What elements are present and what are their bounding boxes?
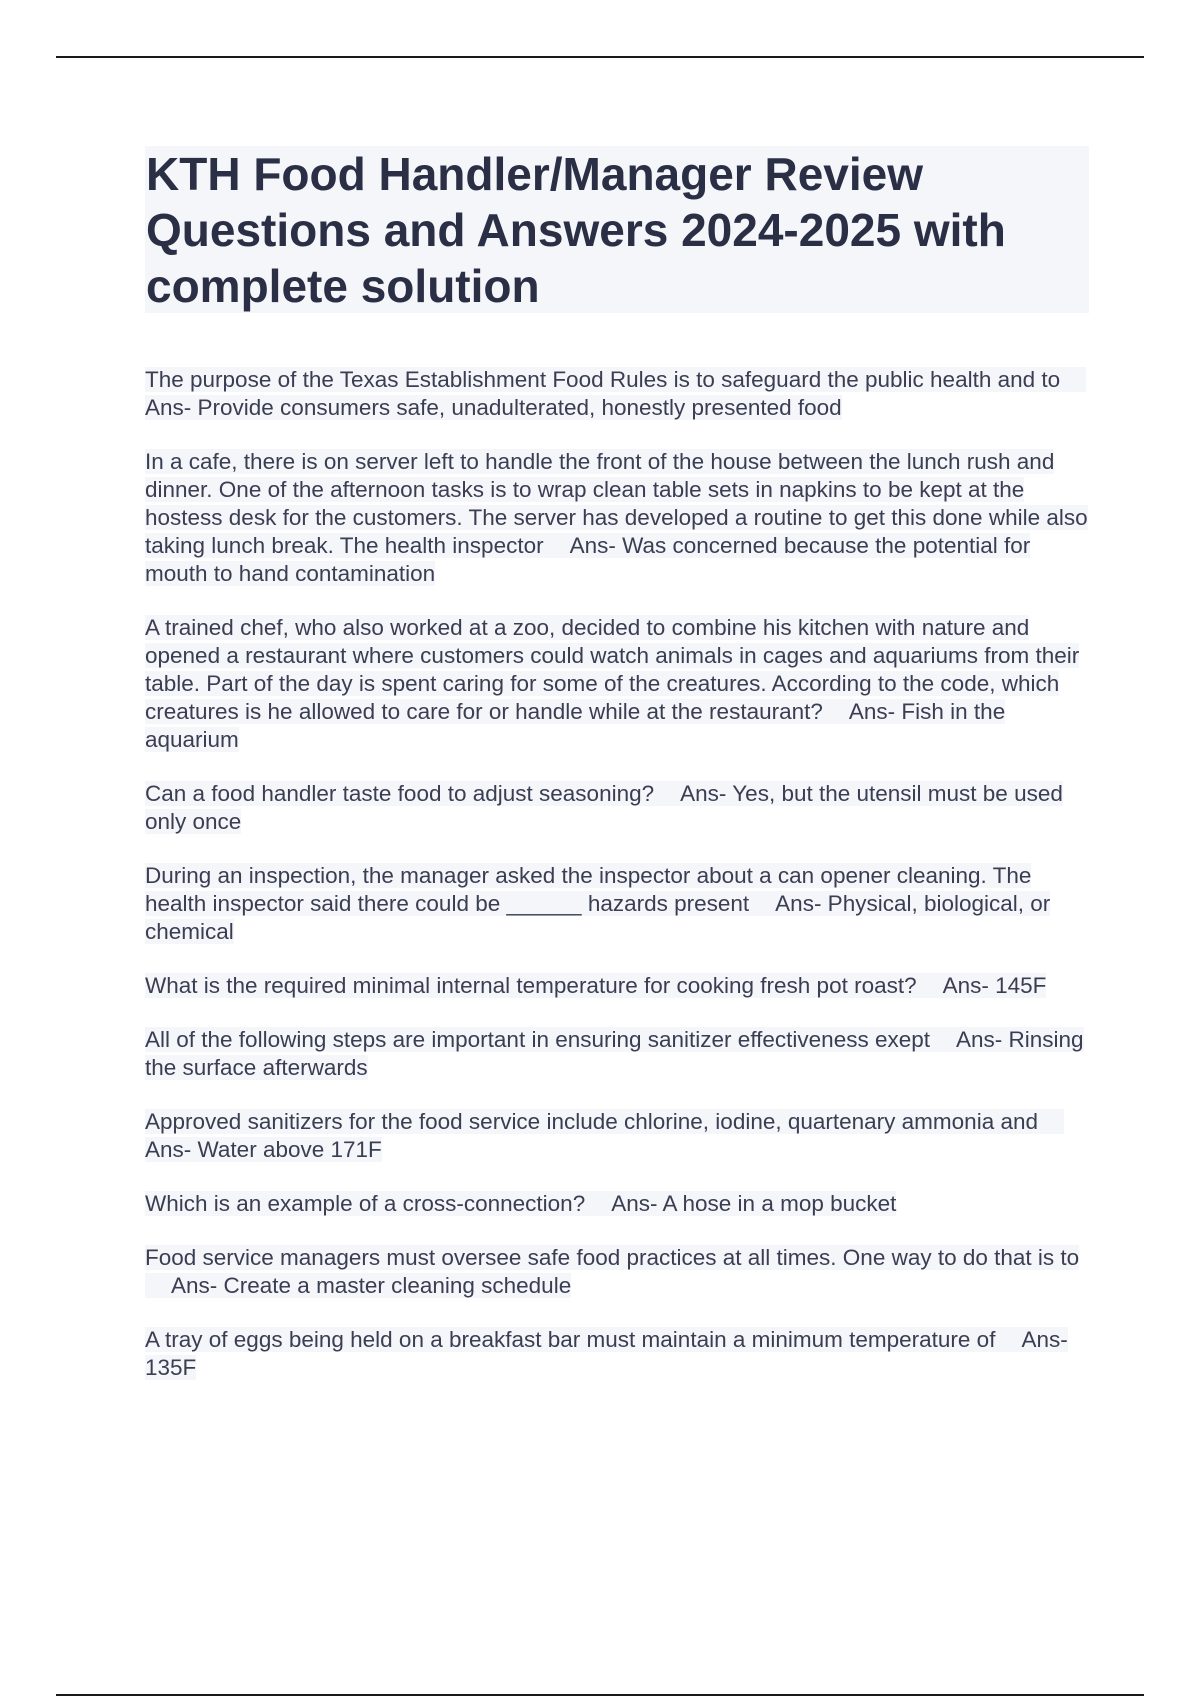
document-title: KTH Food Handler/Manager Review Questions and Answers 2024-2025 with complete solution [146, 148, 1006, 312]
question-text: Approved sanitizers for the food service include chlorine, iodine, quartenary ammonia and [145, 1109, 1039, 1134]
qa-item [145, 862, 1095, 946]
question-text: What is the required minimal internal temperature for cooking fresh pot roast? [145, 973, 917, 998]
answer-text: Ans- 145F [942, 973, 1047, 998]
qa-list [145, 366, 1095, 1408]
qa-item [145, 1190, 1095, 1218]
qa-item [145, 448, 1095, 588]
qa-item [145, 972, 1095, 1000]
answer-text: Ans- Yes, but the utensil must be used only once [145, 781, 1063, 834]
answer-text: Ans- Was concerned because the potential for mouth to hand contamination [145, 533, 1031, 586]
question-text: Can a food handler taste food to adjust seasoning? [145, 781, 655, 806]
qa-item [145, 1244, 1095, 1300]
question-text: During an inspection, the manager asked the inspector about a can opener cleaning. The health inspector said there could be ______ hazards present [145, 863, 1032, 916]
answer-text: Ans- Physical, biological, or chemical [145, 891, 1051, 944]
header-rule [56, 56, 1144, 58]
qa-item [145, 1108, 1095, 1164]
question-text: In a cafe, there is on server left to handle the front of the house between the lunch rush and dinner. One of the afternoon tasks is to wrap clean table sets in napkins to be kept at the hostess desk for the customers. The server has developed a routine to get this done while also taking lunch break. The health inspector [145, 449, 1088, 558]
question-text: A tray of eggs being held on a breakfast bar must maintain a minimum temperature of [145, 1327, 996, 1352]
question-text: All of the following steps are important in ensuring sanitizer effectiveness exept [145, 1027, 931, 1052]
qa-item [145, 366, 1095, 422]
qa-item [145, 1326, 1095, 1382]
question-text: The purpose of the Texas Establishment Food Rules is to safeguard the public health and to [145, 367, 1061, 392]
answer-text: Ans- Fish in the aquarium [145, 699, 1006, 752]
answer-text: Ans- Rinsing the surface afterwards [145, 1027, 1084, 1080]
qa-item [145, 614, 1095, 754]
footer-rule [56, 1694, 1144, 1696]
title-block [145, 146, 1089, 313]
answer-text: Ans- A hose in a mop bucket [611, 1191, 897, 1216]
answer-text: Ans- Water above 171F [145, 1137, 382, 1162]
answer-text: Ans- Create a master cleaning schedule [171, 1273, 572, 1298]
question-text: Which is an example of a cross-connection? [145, 1191, 586, 1216]
qa-item [145, 780, 1095, 836]
qa-item [145, 1026, 1095, 1082]
question-text: A trained chef, who also worked at a zoo, decided to combine his kitchen with nature and opened a restaurant where customers could watch animals in cages and aquariums from their table. Part of the day is spent caring for some of the creatures. According to the code, which creatures is he allowed to care for or handle while at the restaurant? [145, 615, 1080, 724]
question-text: Food service managers must oversee safe food practices at all times. One way to do that is to [145, 1245, 1080, 1270]
answer-text: Ans- Provide consumers safe, unadulterated, honestly presented food [145, 395, 842, 420]
answer-text: Ans- 135F [145, 1327, 1068, 1380]
